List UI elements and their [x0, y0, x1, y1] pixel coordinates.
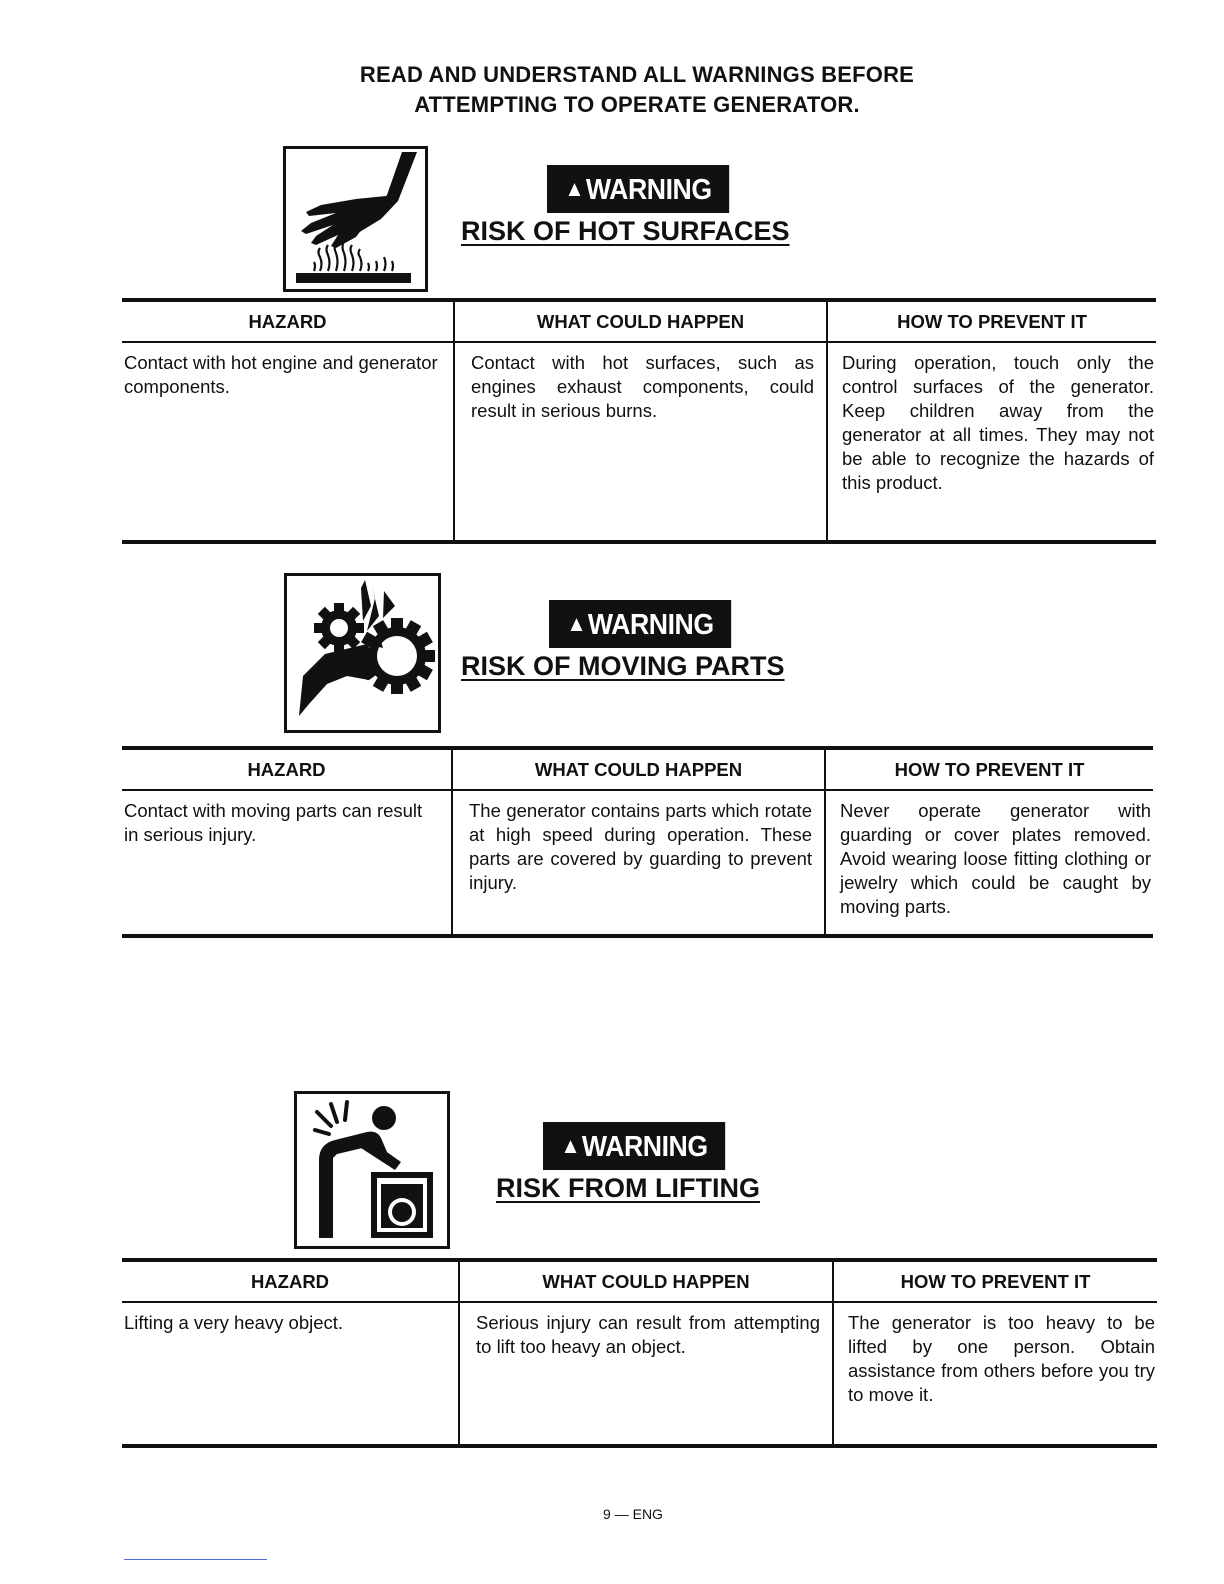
hazard-table	[122, 298, 1156, 544]
hot-surface-icon	[283, 146, 428, 292]
hazard-header: HAZARD	[122, 300, 454, 342]
what-could-happen-cell: Contact with hot surfaces, such as engines exhaust components, could result in serious burns.	[454, 342, 827, 542]
hazard-cell: Contact with hot engine and generator components.	[122, 342, 454, 542]
hazard-table	[122, 1258, 1157, 1448]
table-row	[122, 790, 1153, 936]
hazard-cell: Lifting a very heavy object.	[122, 1302, 459, 1446]
warning-banner: ▲WARNING	[547, 165, 729, 213]
how-to-prevent-header: HOW TO PREVENT IT	[833, 1260, 1157, 1302]
what-could-happen-header: WHAT COULD HAPPEN	[452, 748, 825, 790]
hazard-cell: Contact with moving parts can result in serious injury.	[122, 790, 452, 936]
table-header-row	[122, 748, 1153, 790]
warning-triangle-icon: ▲	[560, 1133, 581, 1158]
hazard-header: HAZARD	[122, 748, 452, 790]
table-row	[122, 1302, 1157, 1446]
warning-banner: ▲WARNING	[543, 1122, 725, 1170]
what-could-happen-cell: The generator contains parts which rotate at high speed during operation. These parts are covered by guarding to prevent injury.	[452, 790, 825, 936]
hazard-table	[122, 746, 1153, 938]
hazard-header: HAZARD	[122, 1260, 459, 1302]
warning-triangle-icon: ▲	[564, 176, 585, 201]
moving-parts-icon	[284, 573, 441, 733]
risk-title: RISK FROM LIFTING	[496, 1173, 760, 1203]
footer-rule	[124, 1559, 267, 1560]
how-to-prevent-cell: Never operate generator with guarding or cover plates removed. Avoid wearing loose fitting clothing or jewelry which could be caught by moving parts.	[825, 790, 1153, 936]
warning-banner: ▲WARNING	[549, 600, 731, 648]
risk-title: RISK OF HOT SURFACES	[461, 216, 790, 246]
page-title-line-1: READ AND UNDERSTAND ALL WARNINGS BEFORE	[359, 62, 915, 87]
how-to-prevent-header: HOW TO PREVENT IT	[825, 748, 1153, 790]
page-title-line-2: ATTEMPTING TO OPERATE GENERATOR.	[414, 92, 860, 117]
how-to-prevent-header: HOW TO PREVENT IT	[827, 300, 1156, 342]
how-to-prevent-cell: During operation, touch only the control surfaces of the generator. Keep children away from the generator at all times. They may not be able to recognize the hazards of this product.	[827, 342, 1156, 542]
table-row	[122, 342, 1156, 542]
page-title	[0, 60, 1224, 120]
table-header-row	[122, 300, 1156, 342]
warning-triangle-icon: ▲	[566, 611, 587, 636]
lifting-icon	[294, 1091, 450, 1249]
what-could-happen-header: WHAT COULD HAPPEN	[454, 300, 827, 342]
page-number: 9 — ENG	[603, 1506, 663, 1522]
table-header-row	[122, 1260, 1157, 1302]
what-could-happen-cell: Serious injury can result from attempting to lift too heavy an object.	[459, 1302, 833, 1446]
risk-title: RISK OF MOVING PARTS	[461, 651, 785, 681]
how-to-prevent-cell: The generator is too heavy to be lifted by one person. Obtain assistance from others before you try to move it.	[833, 1302, 1157, 1446]
what-could-happen-header: WHAT COULD HAPPEN	[459, 1260, 833, 1302]
